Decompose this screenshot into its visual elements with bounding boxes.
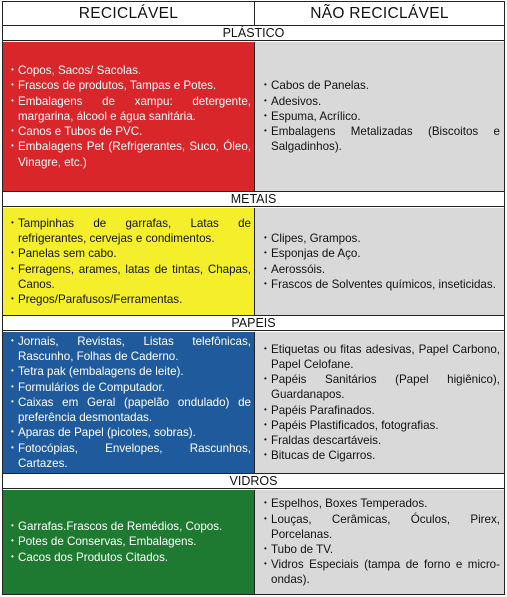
bullet-icon: • [11,95,14,105]
list-item-text: Adesivos. [271,94,322,108]
list-item [264,109,500,124]
metais-recyclable-cell [3,208,255,315]
list-item-text: Papéis Sanitários (Papel higiênico), Guardanapos. [271,373,500,402]
bullet-icon: • [264,419,267,429]
header-non-recyclable: NÃO RECICLÁVEL [310,5,449,22]
header-recyclable: RECICLÁVEL [3,2,255,26]
bullet-icon: • [264,233,267,243]
list-item [264,246,500,261]
bullet-icon: • [11,293,14,303]
list-item [11,292,251,307]
list-item-text: Frascos de produtos, Tampas e Potes. [18,79,217,93]
bullet-icon: • [264,513,267,523]
list-item [11,441,251,471]
list-item [264,124,500,154]
list-item-text: Embalagens de xampu: detergente, margarina, álcool e água sanitária. [18,94,251,123]
list-item-text: Caixas em Geral (papelão ondulado) de preferência desmontadas. [18,395,251,425]
bullet-icon: • [11,248,14,258]
list-item [11,78,251,93]
section-title-metais: METAIS [3,192,504,207]
list-item [264,277,500,292]
bullet-icon: • [11,381,14,391]
bullet-icon: • [11,65,14,75]
bullet-icon: • [11,141,14,151]
list-item-text: Louças, Cerâmicas, Óculos, Pirex, Porcelanas. [271,512,500,541]
recycling-table [2,1,505,595]
papeis-non-recyclable-cell [255,332,504,473]
list-item [264,342,500,372]
plastico-non-recyclable-list [264,78,500,154]
list-item-text: Canos e Tubos de PVC. [18,125,143,139]
list-item [11,519,251,534]
list-item [264,433,500,448]
section-papeis [3,332,504,474]
list-item [11,550,251,565]
bullet-icon: • [11,80,14,90]
bullet-icon: • [264,559,267,569]
bullet-icon: • [264,450,267,460]
plastico-recyclable-list [11,63,251,169]
section-metais [3,208,504,316]
bullet-icon: • [11,551,14,561]
list-item-text: Tetra pak (embalagens de leite). [18,365,184,379]
list-item-text: Cabos de Panelas. [271,79,369,93]
bullet-icon: • [264,343,267,353]
bullet-icon: • [11,217,14,227]
list-item-text: Frascos de Solventes químicos, inseticidas. [271,277,496,291]
list-item-text: Papéis Parafinados. [271,403,375,417]
list-item-text: Cacos dos Produtos Citados. [18,550,169,564]
metais-recyclable-list [11,216,251,307]
list-item-text: Fraldas descartáveis. [271,433,382,447]
bullet-icon: • [11,442,14,452]
bullet-icon: • [264,248,267,258]
vidros-recyclable-cell [3,490,255,594]
metais-non-recyclable-cell [255,208,504,315]
bullet-icon: • [11,263,14,273]
bullet-icon: • [11,521,14,531]
bullet-icon: • [11,366,14,376]
list-item-text: Garrafas.Frascos de Remédios, Copos. [18,520,223,534]
list-item [264,262,500,277]
metais-non-recyclable-list [264,231,500,292]
papeis-non-recyclable-list [264,342,500,464]
list-item [264,542,500,557]
list-item [11,216,251,246]
list-item-text: Tampinhas de garrafas, Latas de refrigerantes, cervejas e condimentos. [18,216,251,246]
list-item [11,380,251,395]
section-title-plastico: PLÁSTICO [3,26,504,41]
list-item [11,262,251,292]
vidros-non-recyclable-cell [255,490,504,594]
list-item-text: Esponjas de Aço. [271,247,361,261]
section-plastico [3,42,504,192]
bullet-icon: • [264,374,267,384]
bullet-icon: • [11,126,14,136]
bullet-icon: • [264,544,267,553]
list-item [264,372,500,402]
list-item-text: Fotocópias, Envelopes, Rascunhos, Cartazes. [18,441,251,470]
papeis-recyclable-list [11,334,251,471]
list-item [264,557,500,587]
list-item-text: Panelas sem cabo. [18,247,117,261]
bullet-icon: • [11,396,14,406]
list-item [11,425,251,440]
bullet-icon: • [11,536,14,546]
list-item-text: Aparas de Papel (picotes, sobras). [18,426,196,440]
list-item-text: Pregos/Parafusos/Ferramentas. [18,292,183,306]
bullet-icon: • [264,80,267,90]
list-item-text: Embalagens Pet (Refrigerantes, Suco, Óleo, Vinagre, etc.) [18,140,251,169]
list-item-text: Potes de Conservas, Embalagens. [18,535,197,549]
list-item-text: Clipes, Grampos. [271,232,361,246]
bullet-icon: • [264,126,267,136]
bullet-icon: • [264,498,267,508]
list-item [11,124,251,139]
list-item-text: Embalagens Metalizadas (Biscoitos e Salgadinhos). [271,125,500,154]
list-item [264,403,500,418]
list-item [264,78,500,93]
list-item-text: Ferragens, arames, latas de tintas, Chapas, Canos. [18,262,251,291]
section-vidros [3,490,504,594]
vidros-non-recyclable-list [264,496,500,587]
section-title-papeis: PAPEIS [3,316,504,331]
list-item-text: Papéis Plastificados, fotografias. [271,418,439,432]
list-item [264,448,500,463]
papeis-recyclable-cell [3,332,255,473]
bullet-icon: • [11,336,14,346]
list-item [11,139,251,169]
list-item [264,418,500,433]
list-item-text: Tubo de TV. [271,543,334,556]
list-item-text: Espuma, Acrílico. [271,109,361,123]
list-item [11,334,251,364]
list-item-text: Espelhos, Boxes Temperados. [271,497,428,511]
bullet-icon: • [264,404,267,414]
list-item [11,395,251,425]
list-item-text: Formulários de Computador. [18,380,165,394]
bullet-icon: • [264,110,267,120]
list-item [264,94,500,109]
bullet-icon: • [264,95,267,105]
vidros-recyclable-list [11,519,251,565]
plastico-non-recyclable-cell [255,42,504,191]
list-item [11,364,251,379]
list-item-text: Jornais, Revistas, Listas telefônicas, Rascunho, Folhas de Caderno. [18,335,251,364]
list-item [264,231,500,246]
list-item-text: Vidros Especiais (tampa de forno e micro-ondas). [271,558,500,587]
list-item-text: Etiquetas ou fitas adesivas, Papel Carbono, Papel Celofane. [271,342,500,371]
bullet-icon: • [11,427,14,437]
list-item [11,246,251,261]
list-item [11,94,251,124]
list-item-text: Aerossóis. [271,262,326,276]
list-item-text: Bitucas de Cigarros. [271,449,376,463]
list-item [11,63,251,78]
list-item [264,496,500,511]
bullet-icon: • [264,263,267,273]
table-header [3,2,504,26]
plastico-recyclable-cell [3,42,255,191]
list-item [11,534,251,549]
list-item [264,512,500,542]
bullet-icon: • [264,434,267,444]
list-item-text: Copos, Sacos/ Sacolas. [18,64,142,78]
bullet-icon: • [264,278,267,288]
section-title-vidros: VIDROS [3,474,504,489]
